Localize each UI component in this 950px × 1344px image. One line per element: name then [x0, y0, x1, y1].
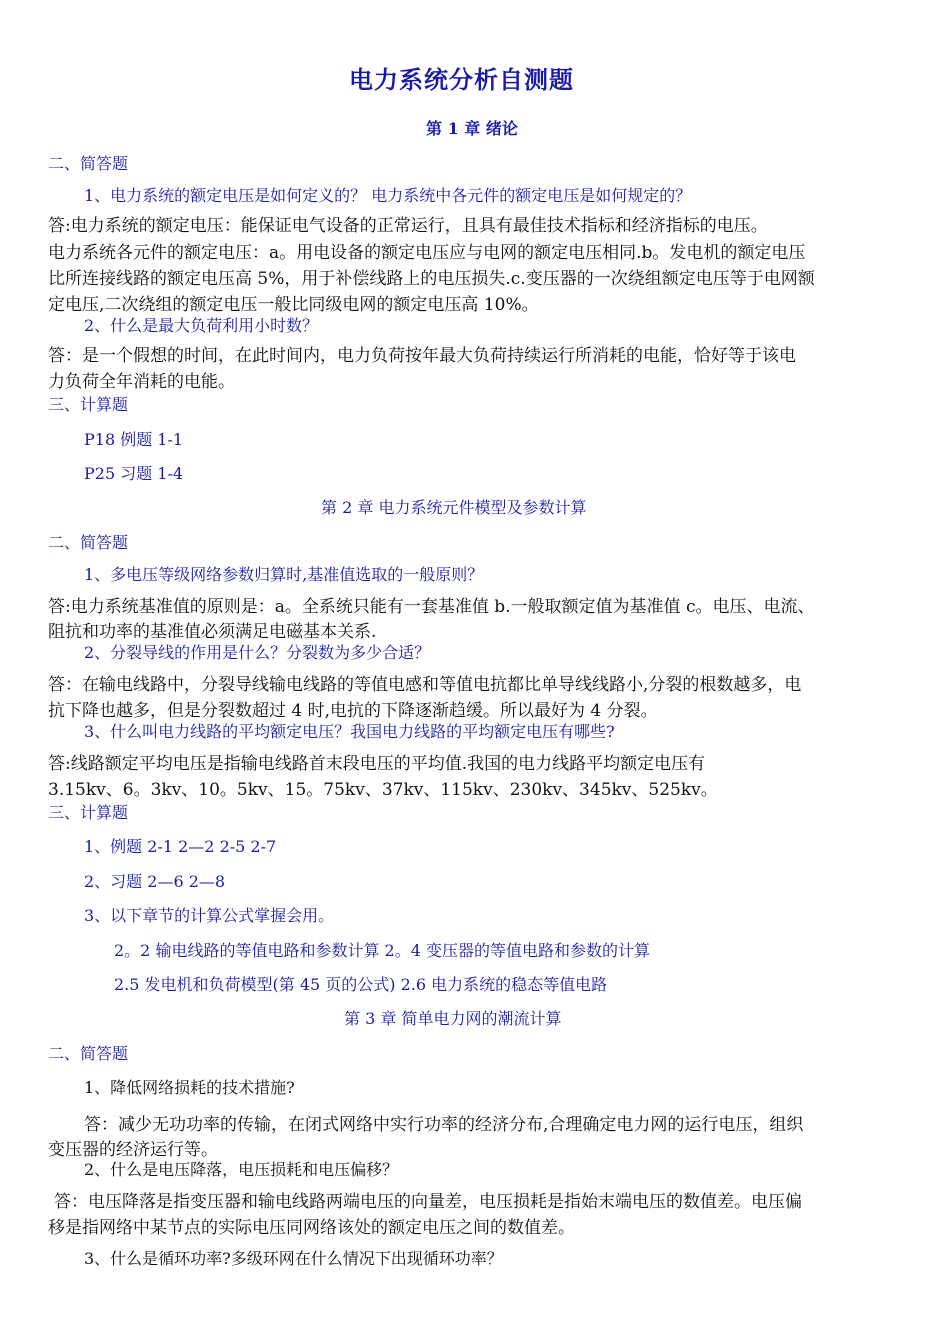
ch3-answer-1-line-2: 变压器的经济运行等。 — [48, 1140, 218, 1160]
ch2-question-3: 3、什么叫电力线路的平均额定电压？我国电力线路的平均额定电压有哪些? — [84, 722, 615, 741]
ch1-section-calculation: 三、计算题 — [48, 395, 129, 414]
chapter-2-heading: 第 2 章 电力系统元件模型及参数计算 — [321, 498, 587, 517]
ch1-calc-item-1: P18 例题 1-1 — [84, 430, 184, 449]
ch2-calc-item-3: 3、以下章节的计算公式掌握会用。 — [84, 906, 335, 925]
ch2-section-short-answer: 二、简答题 — [48, 533, 129, 552]
ch2-answer-3-line-1: 答:线路额定平均电压是指输电线路首末段电压的平均值.我国的电力线路平均额定电压有 — [48, 754, 706, 774]
ch2-calc-subitem-2: 2.5 发电机和负荷模型(第 45 页的公式) 2.6 电力系统的稳态等值电路 — [114, 975, 608, 994]
ch3-question-3: 3、什么是循环功率?多级环网在什么情况下出现循环功率？ — [84, 1249, 503, 1268]
ch2-answer-1-line-2: 阻抗和功率的基准值必须满足电磁基本关系. — [48, 622, 377, 642]
ch2-answer-2-line-1: 答：在输电线路中，分裂导线输电线路的等值电感和等值电抗都比单导线线路小,分裂的根数越多，电 — [48, 675, 802, 695]
ch2-calc-item-2: 2、习题 2—6 2—8 — [84, 872, 226, 891]
ch1-answer-1-line-2: 电力系统各元件的额定电压：a。用电设备的额定电压应与电网的额定电压相同.b。发电机的额定电压 — [48, 243, 806, 263]
chapter-3-heading: 第 3 章 简单电力网的潮流计算 — [344, 1009, 562, 1028]
chapter-1-heading: 第 1 章 绪论 — [426, 119, 518, 138]
page-title: 电力系统分析自测题 — [349, 65, 574, 94]
ch2-answer-2-line-2: 抗下降也越多，但是分裂数超过 4 时,电抗的下降逐渐趋缓。所以最好为 4 分裂。 — [48, 701, 658, 721]
ch2-question-1: 1、多电压等级网络参数归算时,基准值选取的一般原则？ — [84, 565, 484, 584]
ch2-answer-1-line-1: 答:电力系统基准值的原则是：a。全系统只能有一套基准值 b.一般取额定值为基准值 c。电压、电流、 — [48, 597, 815, 617]
ch3-question-1: 1、降低网络损耗的技术措施? — [84, 1078, 295, 1097]
ch1-question-2: 2、什么是最大负荷利用小时数？ — [84, 316, 319, 335]
ch3-answer-1-line-1: 答：减少无功功率的传输，在闭式网络中实行功率的经济分布,合理确定电力网的运行电压，组织 — [84, 1115, 804, 1135]
ch1-answer-2-line-1: 答：是一个假想的时间，在此时间内，电力负荷按年最大负荷持续运行所消耗的电能，恰好等于该电 — [48, 346, 796, 366]
ch1-answer-1-line-3: 比所连接线路的额定电压高 5%，用于补偿线路上的电压损失.c.变压器的一次绕组额定电压等于电网额 — [48, 269, 815, 289]
ch3-section-short-answer: 二、简答题 — [48, 1044, 129, 1063]
ch2-question-2: 2、分裂导线的作用是什么？分裂数为多少合适？ — [84, 643, 431, 662]
ch1-question-1: 1、电力系统的额定电压是如何定义的？ 电力系统中各元件的额定电压是如何规定的？ — [84, 186, 692, 205]
ch1-answer-2-line-2: 力负荷全年消耗的电能。 — [48, 372, 235, 392]
ch3-answer-2-line-1: 答：电压降落是指变压器和输电线路两端电压的向量差，电压损耗是指始末端电压的数值差。电压偏 — [54, 1192, 802, 1212]
ch1-answer-1-line-4: 定电压,二次绕组的额定电压一般比同级电网的额定电压高 10%。 — [48, 295, 539, 315]
ch2-section-calculation: 三、计算题 — [48, 803, 129, 822]
ch1-answer-1-line-1: 答:电力系统的额定电压：能保证电气设备的正常运行，且具有最佳技术指标和经济指标的电压。 — [48, 216, 768, 236]
ch1-calc-item-2: P25 习题 1-4 — [84, 464, 184, 483]
ch2-answer-3-line-2: 3.15kv、6。3kv、10。5kv、15。75kv、37kv、115kv、230kv、345kv、525kv。 — [48, 780, 718, 800]
ch3-question-2: 2、什么是电压降落，电压损耗和电压偏移？ — [84, 1160, 399, 1179]
ch3-answer-2-line-2: 移是指网络中某节点的实际电压同网络该处的额定电压之间的数值差。 — [48, 1218, 575, 1238]
ch2-calc-subitem-1: 2。2 输电线路的等值电路和参数计算 2。4 变压器的等值电路和参数的计算 — [114, 941, 650, 960]
ch1-section-short-answer: 二、简答题 — [48, 154, 129, 173]
ch2-calc-item-1: 1、例题 2-1 2—2 2-5 2-7 — [84, 837, 277, 856]
